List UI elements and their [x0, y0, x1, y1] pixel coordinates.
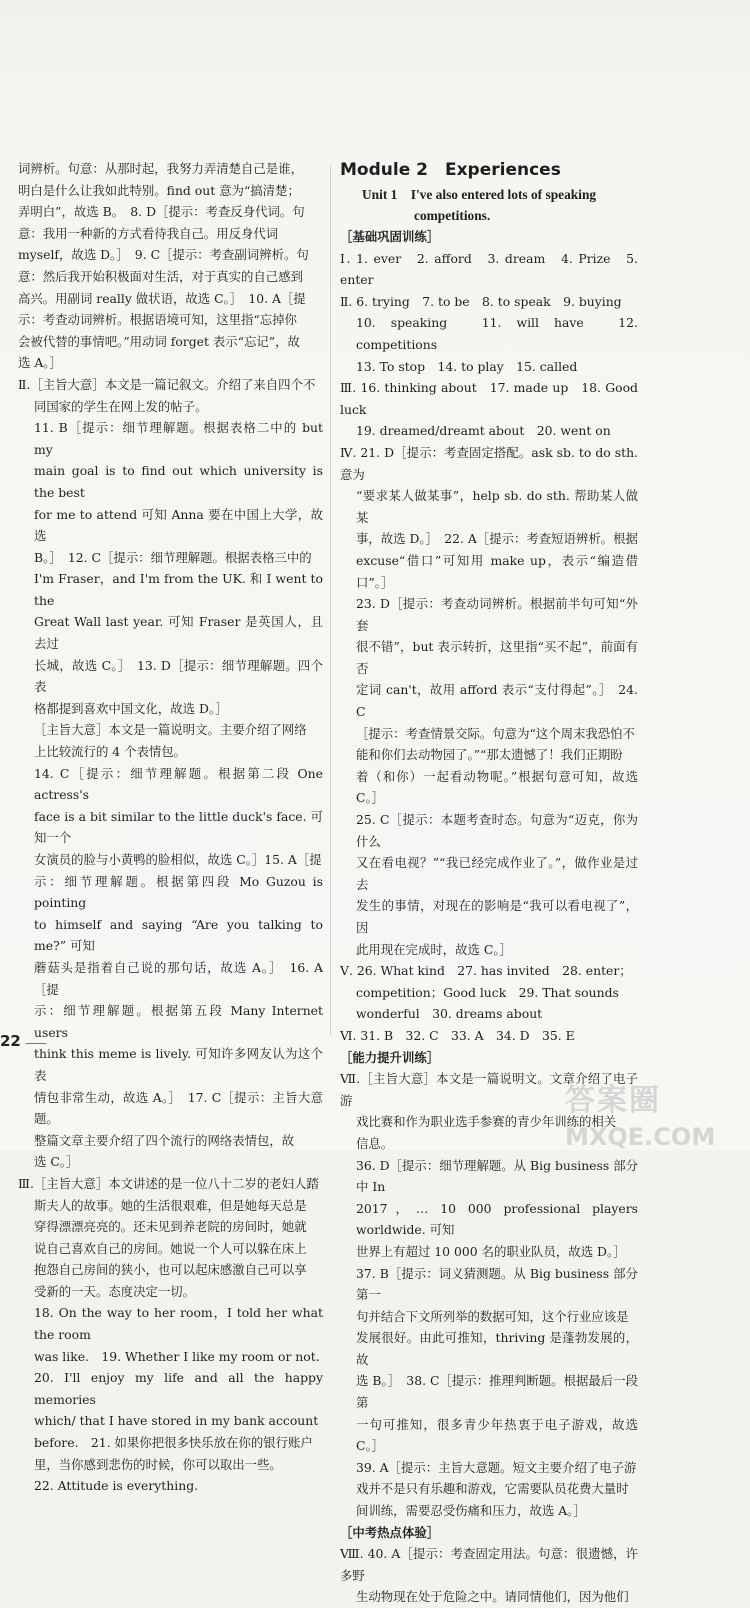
left-line: to himself and saying “Are you talking to me?” 可知 — [34, 916, 323, 954]
left-line: 14. C［提示：细节理解题。根据第二段 One actress's — [34, 765, 323, 803]
right-line: 信息。 — [356, 1135, 394, 1151]
right-line: Ⅱ. 6. trying 7. to be 8. to speak 9. buying — [340, 293, 622, 309]
left-column — [18, 158, 323, 1497]
right-line: Ⅰ. 1. ever 2. afford 3. dream 4. Prize 5. enter — [340, 250, 638, 288]
right-line: 定词 can't，故用 afford 表示“支付得起”。］ 24. C — [356, 682, 638, 720]
right-line: 此用现在完成时，故选 C。］ — [356, 941, 512, 957]
right-line: 2017，… 10 000 professional players worldwide. 可知 — [356, 1200, 638, 1238]
right-line: ［提示：考查情景交际。句意为“这个周末我恐怕不 — [356, 725, 635, 741]
left-line: 受新的一天。态度决定一切。 — [34, 1283, 196, 1299]
right-line: 选 B。］ 38. C［提示：推理判断题。根据最后一段第 — [356, 1373, 638, 1411]
right-line: 戏比赛和作为职业选手参赛的青少年训练的相关 — [356, 1114, 617, 1130]
column-divider — [330, 165, 331, 1035]
watermark-text-cn: 答案圈 — [565, 1083, 661, 1118]
left-line: 22. Attitude is everything. — [34, 1478, 199, 1494]
left-line: B。］ 12. C［提示：细节理解题。根据表格三中的 — [34, 549, 312, 565]
right-line: 23. D［提示：考查动词辨析。根据前半句可知“外套 — [356, 596, 638, 633]
left-line: 同国家的学生在网上发的帖子。 — [34, 398, 208, 414]
left-line: Ⅲ.［主旨大意］本文讲述的是一位八十二岁的老妇人踏 — [18, 1175, 319, 1191]
left-line: myself，故选 D。］ 9. C［提示：考查副词辨析。句 — [18, 247, 309, 263]
unit-title-line1: Unit 1 I've also entered lots of speaking — [362, 187, 597, 202]
section-heading-advanced: ［能力提升训练］ — [340, 1049, 440, 1065]
right-line: 19. dreamed/dreamt about 20. went on — [356, 423, 611, 439]
left-line: Ⅱ.［主旨大意］本文是一篇记叙文。介绍了来自四个不 — [18, 376, 316, 392]
left-line: 里，当你感到悲伤的时候，你可以取出一些。 — [34, 1456, 282, 1472]
right-line: Ⅶ.［主旨大意］本文是一篇说明文。文章介绍了电子游 — [340, 1071, 638, 1108]
left-line: 20. I'll enjoy my life and all the happy memories — [34, 1370, 323, 1407]
right-line: Ⅵ. 31. B 32. C 33. A 34. D 35. E — [340, 1027, 575, 1043]
right-line: 世界上有超过 10 000 名的职业队员，故选 D。］ — [356, 1243, 626, 1259]
left-line: 明白是什么让我如此特别。find out 意为“搞清楚； — [18, 182, 300, 198]
right-line: 37. B［提示：词义猜测题。从 Big business 部分第一 — [356, 1265, 638, 1303]
unit-title-line2: competitions. — [414, 208, 491, 223]
module-title: Module 2 Experiences — [340, 160, 561, 180]
watermark-text-url: MXQE.COM — [565, 1123, 716, 1151]
left-line: 蘑菇头是指着自己说的那句话，故选 A。］ 16. A［提 — [34, 959, 323, 997]
left-line: 情包非常生动，故选 A。］ 17. C［提示：主旨大意题。 — [34, 1089, 323, 1127]
left-line: ［主旨大意］本文是一篇说明文。主要介绍了网络 — [34, 722, 307, 738]
right-line: 事，故选 D。］ 22. A［提示：考查短语辨析。根据 — [356, 531, 638, 547]
right-line: 10. speaking 11. will have 12. competitions — [356, 315, 638, 352]
right-line: 句并结合下文所列举的数据可知，这个行业应该是 — [356, 1308, 629, 1324]
right-line: 间训练，需要忍受伤痛和压力，故选 A。］ — [356, 1503, 586, 1519]
left-line: 穿得漂漂亮亮的。还未见到养老院的房间时，她就 — [34, 1219, 307, 1235]
right-line: 能和你们去动物园了。”“那太遗憾了！我们正期盼 — [356, 747, 623, 763]
right-line: 36. D［提示：细节理解题。从 Big business 部分中 In — [356, 1157, 638, 1195]
left-line: was like. 19. Whether I like my room or not. — [34, 1348, 320, 1364]
right-line: Ⅲ. 16. thinking about 17. made up 18. Good luck — [340, 380, 638, 417]
left-line: 格都提到喜欢中国文化，故选 D。］ — [34, 700, 228, 716]
section-heading-exam: ［中考热点体验］ — [340, 1524, 440, 1540]
section-heading-basic: ［基础巩固训练］ — [340, 229, 440, 244]
left-line: for me to attend 可知 Anna 要在中国上大学，故选 — [34, 506, 323, 544]
left-line: 长城，故选 C。］ 13. D［提示：细节理解题。四个表 — [34, 657, 323, 695]
left-line: main goal is to find out which university is the best — [34, 463, 323, 500]
right-line: 25. C［提示：本题考查时态。句意为“迈克，你为什么 — [356, 812, 638, 849]
left-line: 11. B［提示：细节理解题。根据表格二中的 but my — [34, 420, 323, 457]
page-number: 22 — [0, 1032, 21, 1050]
right-line: Ⅷ. 40. A［提示：考查固定用法。句意：很遗憾，许多野 — [340, 1546, 638, 1583]
left-line: 词辨析。句意：从那时起，我努力弄清楚自己是谁， — [18, 161, 303, 176]
left-line: 意：然后我开始积极面对生活，对于真实的自己感到 — [18, 268, 303, 284]
right-line: wonderful 30. dreams about — [356, 1006, 543, 1022]
left-line: 选 C。］ — [34, 1154, 79, 1170]
left-line: 女演员的脸与小黄鸭的脸相似，故选 C。］15. A［提 — [34, 852, 322, 867]
right-line: 戏并不是只有乐趣和游戏，它需要队员花费大量时 — [356, 1481, 629, 1497]
left-line: 高兴。用副词 really 做状语，故选 C。］ 10. A［提 — [18, 290, 306, 306]
left-line: 弄明白”，故选 B。 8. D［提示：考查反身代词。句 — [18, 204, 305, 220]
right-line: 很不错”，but 表示转折，这里指“买不起”，前面有否 — [356, 639, 638, 676]
unit-title — [340, 184, 638, 226]
left-line: face is a bit similar to the little duck's face. 可知一个 — [34, 808, 323, 846]
right-line: 一句可推知，很多青少年热衷于电子游戏，故选 C。］ — [356, 1416, 638, 1454]
left-line: which/ that I have stored in my bank account — [34, 1413, 319, 1429]
left-line: I'm Fraser，and I'm from the UK. 和 I went to the — [34, 571, 323, 608]
left-line: 抱怨自己房间的狭小，也可以起床感激自己可以享 — [34, 1262, 307, 1278]
right-line: Ⅳ. 21. D［提示：考查固定搭配。ask sb. to do sth. 意为 — [340, 444, 638, 482]
right-column — [340, 158, 638, 1608]
right-line: 着（和你）一起看动物呢。”根据句意可知，故选 C。］ — [356, 768, 638, 806]
left-line: 选 A。］ — [18, 355, 62, 371]
left-line: 上比较流行的 4 个表情包。 — [34, 744, 187, 760]
left-line: Great Wall last year. 可知 Fraser 是英国人，且去过 — [34, 614, 323, 652]
page-number-rule — [26, 1043, 46, 1044]
right-line: excuse“借口”可知用 make up，表示“编造借口”。］ — [356, 552, 638, 590]
left-line: 意：我用一种新的方式看待我自己。用反身代词 — [18, 225, 279, 241]
right-line: 39. A［提示：主旨大意题。短文主要介绍了电子游 — [356, 1459, 637, 1475]
left-line: 斯夫人的故事。她的生活很艰难，但是她每天总是 — [34, 1197, 307, 1213]
left-line: 整篇文章主要介绍了四个流行的网络表情包，故 — [34, 1132, 295, 1148]
left-line: 示：细节理解题。根据第五段 Many Internet users — [34, 1003, 323, 1040]
watermark-logo — [565, 1075, 715, 1151]
right-line: 生动物现在处于危险之中。请同情他们，因为他们 — [356, 1589, 629, 1605]
left-line: 示：考查动词辨析。根据语境可知，这里指“忘掉你 — [18, 312, 297, 328]
left-line: before. 21. 如果你把很多快乐放在你的银行账户 — [34, 1435, 313, 1451]
right-line: 发生的事情，对现在的影响是“我可以看电视了”，因 — [356, 898, 638, 935]
left-line: think this meme is lively. 可知许多网友认为这个表 — [34, 1046, 323, 1083]
left-line: 示：细节理解题。根据第四段 Mo Guzou is pointing — [34, 873, 323, 911]
right-line: 13. To stop 14. to play 15. called — [356, 358, 578, 374]
right-line: “要求某人做某事”，help sb. do sth. 帮助某人做某 — [356, 488, 638, 525]
right-line: 发展很好。由此可推知，thriving 是蓬勃发展的，故 — [356, 1330, 638, 1367]
left-line: 说自己喜欢自己的房间。她说一个人可以躲在床上 — [34, 1240, 307, 1256]
left-line: 18. On the way to her room，I told her what the room — [34, 1305, 323, 1343]
right-line: 又在看电视？”“我已经完成作业了。”，做作业是过去 — [356, 855, 638, 892]
left-line: 会被代替的事情吧。”用动词 forget 表示“忘记”，故 — [18, 333, 300, 349]
right-line: competition；Good luck 29. That sounds — [356, 984, 619, 1000]
right-line: Ⅴ. 26. What kind 27. has invited 28. enter； — [340, 963, 632, 979]
